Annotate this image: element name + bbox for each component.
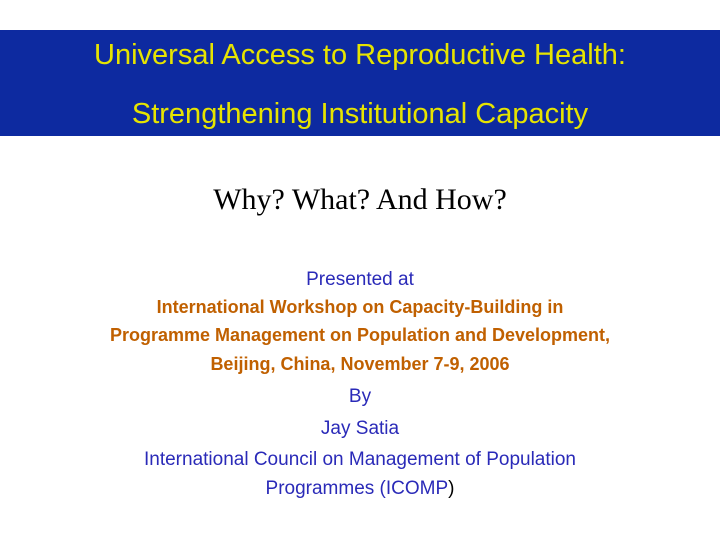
organization-line-2 <box>0 477 720 501</box>
slide-title-line-2: Strengthening Institutional Capacity <box>131 98 589 130</box>
organization-line-1: International Council on Management of Population <box>143 449 576 470</box>
presented-at-label: Presented at <box>306 269 414 290</box>
slide-subtitle: Why? What? And How? <box>213 183 507 216</box>
workshop-line-1: International Workshop on Capacity-Building in <box>156 297 564 317</box>
organization-name-text: Programmes (ICOMP <box>265 478 449 499</box>
slide-title-line-1: Universal Access to Reproductive Health: <box>94 39 626 71</box>
by-label: By <box>348 386 372 407</box>
workshop-line-3: Beijing, China, November 7-9, 2006 <box>210 354 510 374</box>
organization-close-paren: ) <box>448 478 455 499</box>
presenter-name: Jay Satia <box>320 418 400 439</box>
workshop-line-2: Programme Management on Population and Development, <box>109 325 611 345</box>
